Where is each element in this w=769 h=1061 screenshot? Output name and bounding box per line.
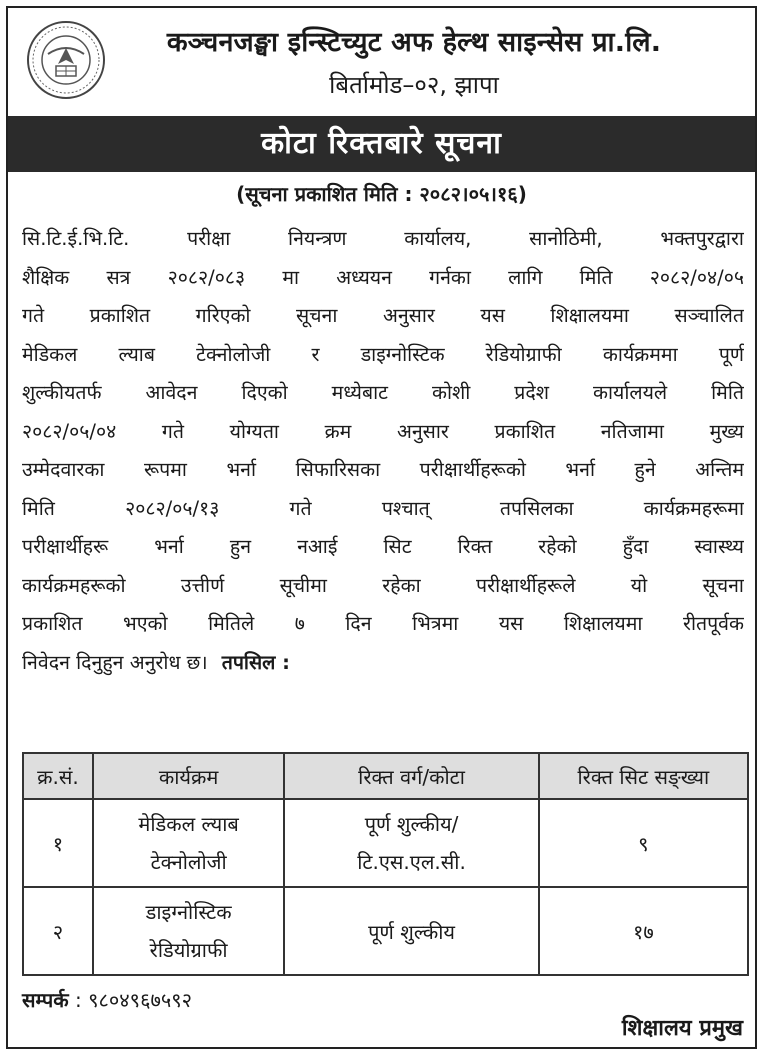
notice-title: कोटा रिक्तबारे सूचना	[8, 116, 755, 172]
quota-line-1: पूर्ण शुल्कीय/	[364, 812, 459, 836]
signature: शिक्षालय प्रमुख	[621, 1016, 743, 1041]
program-line-2: रेडियोग्राफी	[149, 938, 228, 962]
body-line: गते प्रकाशित गरिएको सूचना अनुसार यस शिक्षालयमा सञ्चालित	[22, 304, 744, 327]
col-header-program: कार्यक्रम	[93, 753, 285, 799]
body-line: परीक्षार्थीहरू भर्ना हुन नआई सिट रिक्त रहेको हुँदा स्वास्थ्य	[22, 535, 744, 558]
tapasil-label: तपसिल :	[221, 650, 290, 674]
contact-separator: :	[68, 988, 89, 1012]
program-line-1: डाइग्नोस्टिक	[145, 900, 232, 924]
institute-address: बिर्तामोड–०२, झापा	[329, 71, 499, 99]
quota-line-2: टि.एस.एल.सी.	[357, 850, 466, 874]
body-line: उम्मेदवारका रूपमा भर्ना सिफारिसका परीक्षार्थीहरूको भर्ना हुने अन्तिम	[22, 458, 744, 481]
table-header-row	[23, 753, 748, 799]
body-line: २०८२/०५/०४ गते योग्यता क्रम अनुसार प्रकाशित नतिजामा मुख्य	[22, 419, 744, 443]
notice-body	[22, 220, 744, 682]
cell-program	[93, 799, 285, 887]
contact-number: ९८०४९६७५९२	[88, 988, 193, 1012]
body-line: शैक्षिक सत्र २०८२/०८३ मा अध्ययन गर्नका लागि मिति २०८२/०४/०५	[22, 265, 744, 289]
body-line: शुल्कीयतर्फ आवेदन दिएको मध्येबाट कोशी प्रदेश कार्यालयले मिति	[22, 381, 744, 404]
cell-sn: १	[23, 799, 93, 887]
body-line: मेडिकल ल्याब टेक्नोलोजी र डाइग्नोस्टिक रेडियोग्राफी कार्यक्रममा पूर्ण	[22, 342, 744, 366]
col-header-seats: रिक्त सिट सङ्ख्या	[539, 753, 748, 799]
body-line: मिति २०८२/०५/१३ गते पश्चात् तपसिलका कार्यक्रमहरूमा	[22, 496, 744, 520]
quota-table	[22, 752, 749, 976]
body-line: कार्यक्रमहरूको उत्तीर्ण सूचीमा रहेका परीक्षार्थीहरूले यो सूचना	[22, 573, 744, 597]
cell-quota	[284, 799, 538, 887]
body-line-text: निवेदन दिनुहुन अनुरोध छ।	[22, 650, 208, 674]
publish-date: (सूचना प्रकाशित मिति : २०८२।०५।१६)	[236, 182, 527, 206]
cell-sn: २	[23, 887, 93, 975]
header	[8, 8, 755, 116]
body-line: सि.टि.ई.भि.टि. परीक्षा नियन्त्रण कार्यालय, सानोठिमी, भक्तपुरद्वारा	[22, 227, 744, 250]
col-header-sn: क्र.सं.	[23, 753, 93, 799]
table-row	[23, 887, 748, 975]
col-header-quota: रिक्त वर्ग/कोटा	[284, 753, 538, 799]
institute-name: कञ्चनजङ्घा इन्स्टिच्युट अफ हेल्थ साइन्सेस प्रा.लि.	[166, 27, 662, 58]
program-line-2: टेक्नोलोजी	[150, 850, 227, 874]
table-row	[23, 799, 748, 887]
institute-logo	[26, 20, 106, 100]
body-line: प्रकाशित भएको मितिले ७ दिन भित्रमा यस शिक्षालयमा रीतपूर्वक	[22, 612, 744, 635]
program-line-1: मेडिकल ल्याब	[138, 812, 239, 836]
cell-quota: पूर्ण शुल्कीय	[284, 887, 538, 975]
cell-seats: ९	[539, 799, 748, 887]
contact-label: सम्पर्क	[22, 988, 69, 1012]
cell-program	[93, 887, 285, 975]
contact-info	[22, 986, 192, 1013]
cell-seats: १७	[539, 887, 748, 975]
body-line-last	[22, 644, 744, 683]
notice-frame	[6, 6, 757, 1049]
